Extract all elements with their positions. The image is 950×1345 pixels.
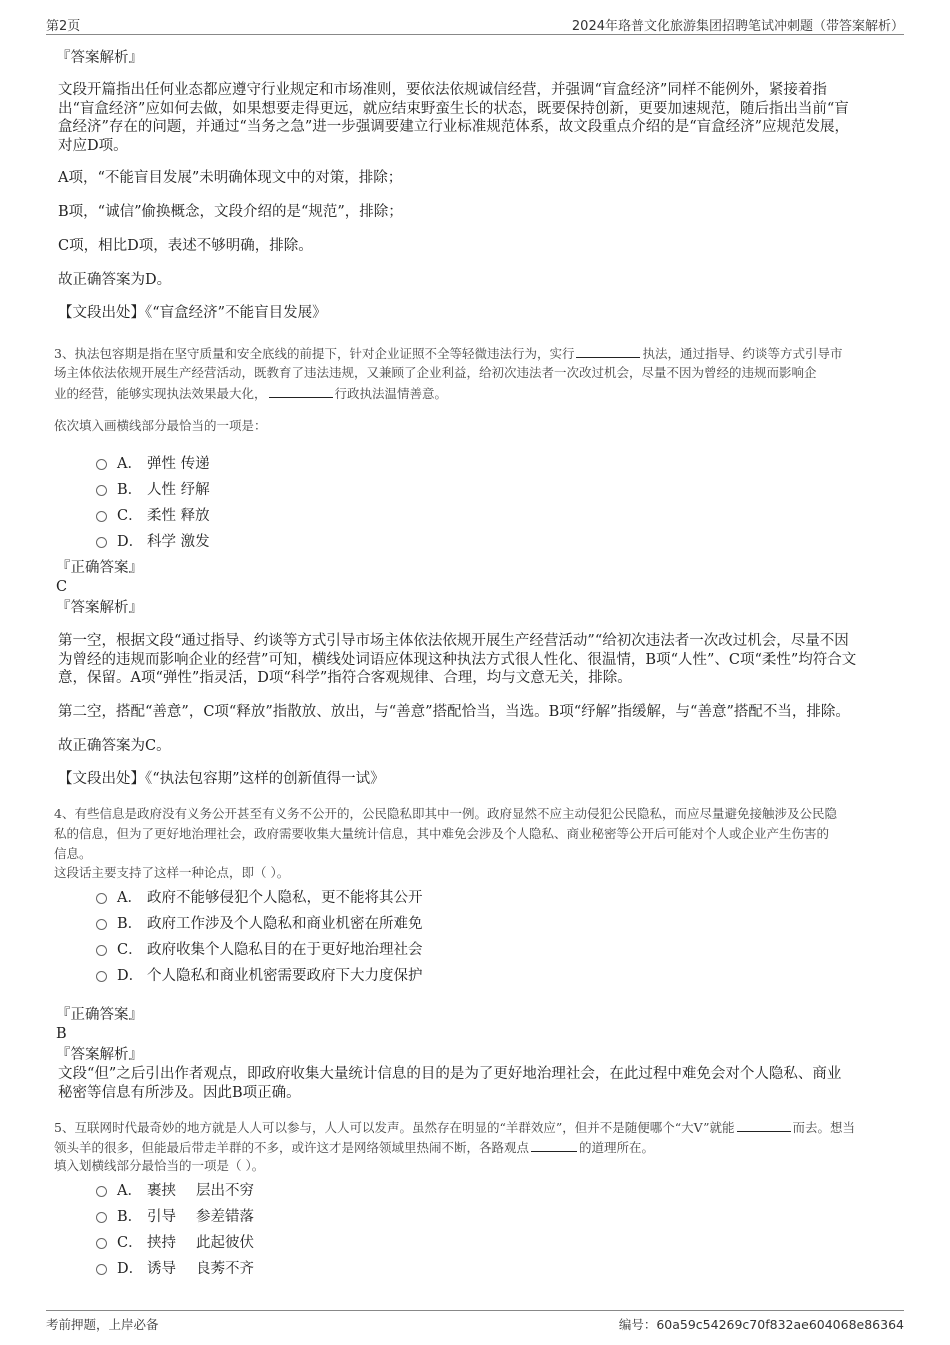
q5-stem-text: 5、互联网时代最奇妙的地方就是人人可以参与，人人可以发声。虽然存在明显的“羊群效应”，但并不是随便哪个“大V”就能 — [54, 1120, 735, 1135]
option-text: 个人隐私和商业机密需要政府下大力度保护 — [147, 967, 423, 984]
q4-stem-line-1: 4、有些信息是政府没有义务公开甚至有义务不公开的，公民隐私即其中一例。政府显然不应主动侵犯公民隐私，而应尽量避免接触涉及公民隐 — [54, 806, 837, 821]
q2-conclusion: 故正确答案为D。 — [58, 272, 172, 288]
q3-prompt: 依次填入画横线部分最恰当的一项是： — [54, 418, 267, 433]
option-text: 此起彼伏 — [196, 1234, 254, 1251]
option-text: 裹挟 — [147, 1182, 176, 1199]
page-header — [46, 12, 904, 35]
radio-icon[interactable] — [96, 971, 107, 982]
radio-icon[interactable] — [96, 511, 107, 522]
q5-stem-line-1 — [54, 1117, 899, 1137]
option-text: 良莠不齐 — [196, 1260, 254, 1277]
option-letter: A． — [117, 455, 142, 472]
option-text: 柔性 释放 — [147, 507, 210, 524]
q4-option-b[interactable] — [96, 911, 423, 933]
radio-icon[interactable] — [96, 1238, 107, 1249]
radio-icon[interactable] — [96, 919, 107, 930]
q3-analysis-line-4: 第二空，搭配“善意”，C项“释放”指散放、放出，与“善意”搭配恰当，当选。B项“纾解”指缓解，与“善意”搭配不当，排除。 — [58, 704, 850, 720]
option-text: 人性 纾解 — [147, 481, 210, 498]
q3-option-c[interactable] — [96, 503, 210, 525]
page-number: 第2页 — [46, 19, 81, 34]
q5-prompt: 填入划横线部分最恰当的一项是（ ）。 — [54, 1158, 265, 1173]
q4-option-a[interactable] — [96, 885, 423, 907]
option-text: 政府工作涉及个人隐私和商业机密在所难免 — [147, 915, 423, 932]
q3-stem-text: 业的经营，能够实现执法效果最大化， — [54, 386, 267, 401]
q3-stem-line-3 — [54, 383, 899, 403]
q5-option-b[interactable] — [96, 1204, 254, 1226]
q3-stem-text: 行政执法温情善意。 — [334, 386, 448, 401]
option-letter: D． — [117, 967, 144, 984]
option-letter: C． — [117, 507, 143, 524]
q5-option-c[interactable] — [96, 1230, 254, 1252]
q4-prompt: 这段话主要支持了这样一种论点，即（ ）。 — [54, 865, 290, 880]
radio-icon[interactable] — [96, 1264, 107, 1275]
q4-stem-line-2: 私的信息，但为了更好地治理社会，政府需要收集大量统计信息，其中难免会涉及个人隐私、商业秘密等公开后可能对个人或企业产生伤害的 — [54, 826, 830, 841]
option-text: 弹性 传递 — [147, 455, 210, 472]
q2-analysis-option-a: A项，“不能盲目发展”未明确体现文中的对策，排除； — [58, 170, 403, 186]
option-letter: C． — [117, 941, 143, 958]
option-letter: B． — [117, 481, 143, 498]
q3-answer: C — [56, 579, 68, 595]
q4-analysis-label: 『答案解析』 — [56, 1047, 143, 1063]
q5-stem-line-2 — [54, 1137, 899, 1157]
q2-analysis-option-b: B项，“诚信”偷换概念，文段介绍的是“规范”，排除； — [58, 204, 403, 220]
radio-icon[interactable] — [96, 945, 107, 956]
q2-analysis-line-1: 文段开篇指出任何业态都应遵守行业规定和市场准则，要依法依规诚信经营，并强调“盲盒经济”同样不能例外，紧接着指 — [58, 82, 827, 98]
option-text: 政府收集个人隐私目的在于更好地治理社会 — [147, 941, 423, 958]
q2-source: 【文段出处】《“盲盒经济”不能盲目发展》 — [58, 305, 327, 321]
page-footer — [46, 1310, 904, 1333]
q3-stem-line-2: 场主体依法依规开展生产经营活动，既教育了违法违规，又兼顾了企业利益，给初次违法者一次改过机会，尽量不因为曾经的违规而影响企 — [54, 365, 817, 380]
q3-stem-text: 3、执法包容期是指在坚守质量和安全底线的前提下，针对企业证照不全等轻微违法行为，实行 — [54, 346, 575, 361]
q3-analysis-line-1: 第一空，根据文段“通过指导、约谈等方式引导市场主体依法依规开展生产经营活动”“给初次违法者一次改过机会，尽量不因 — [58, 633, 849, 649]
option-letter: D． — [117, 533, 144, 550]
radio-icon[interactable] — [96, 893, 107, 904]
q5-option-a[interactable] — [96, 1178, 254, 1200]
answer-blank — [576, 343, 640, 358]
radio-icon[interactable] — [96, 1212, 107, 1223]
option-text: 参差错落 — [196, 1208, 254, 1225]
q5-stem-text: 而去。想当 — [792, 1120, 856, 1135]
q2-analysis-line-2: 出“盲盒经济”应如何去做，如果想要走得更远，就应结束野蛮生长的状态，既要保持创新，更要加速规范，随后指出当前“盲 — [58, 101, 849, 117]
q4-answer-label: 『正确答案』 — [56, 1007, 143, 1023]
q5-option-d[interactable] — [96, 1256, 254, 1278]
option-text: 引导 — [147, 1208, 176, 1225]
q3-analysis-label: 『答案解析』 — [56, 600, 143, 616]
option-letter: A． — [117, 889, 142, 906]
q4-option-c[interactable] — [96, 937, 423, 959]
q4-answer: B — [56, 1026, 67, 1042]
q3-option-a[interactable] — [96, 451, 210, 473]
option-text: 科学 激发 — [147, 533, 210, 550]
q4-analysis-line-1: 文段“但”之后引出作者观点，即政府收集大量统计信息的目的是为了更好地治理社会，在此过程中难免会对个人隐私、商业 — [58, 1066, 842, 1082]
q2-analysis-option-c: C项，相比D项，表述不够明确，排除。 — [58, 238, 313, 254]
radio-icon[interactable] — [96, 537, 107, 548]
option-text: 层出不穷 — [196, 1182, 254, 1199]
answer-blank — [269, 383, 333, 398]
footer-slogan: 考前押题，上岸必备 — [46, 1317, 159, 1332]
q4-stem-line-3: 信息。 — [54, 846, 92, 861]
q3-option-d[interactable] — [96, 529, 210, 551]
q3-stem-line-1 — [54, 343, 899, 363]
document-id: 编号：60a59c54269c70f832ae604068e86364 — [618, 1317, 904, 1332]
radio-icon[interactable] — [96, 1186, 107, 1197]
q3-conclusion: 故正确答案为C。 — [58, 738, 171, 754]
q5-stem-text: 的道理所在。 — [579, 1140, 655, 1155]
option-text: 政府不能够侵犯个人隐私，更不能将其公开 — [147, 889, 423, 906]
option-letter: B． — [117, 915, 143, 932]
radio-icon[interactable] — [96, 459, 107, 470]
q3-analysis-line-3: 意，保留。A项“弹性”指灵活，D项“科学”指符合客观规律、合理，均与文意无关，排除。 — [58, 670, 632, 686]
q3-source: 【文段出处】《“执法包容期”这样的创新值得一试》 — [58, 771, 385, 787]
option-text: 挟持 — [147, 1234, 176, 1251]
q5-stem-text: 领头羊的很多，但能最后带走羊群的不多，或许这才是网络领域里热闹不断，各路观点 — [54, 1140, 530, 1155]
q3-stem-text: 执法，通过指导、约谈等方式引导市 — [642, 346, 843, 361]
q2-analysis-line-4: 对应D项。 — [58, 138, 128, 154]
option-text: 诱导 — [147, 1260, 176, 1277]
document-title: 2024年珞普文化旅游集团招聘笔试冲刺题（带答案解析） — [571, 19, 904, 34]
option-letter: A． — [117, 1182, 142, 1199]
q3-analysis-line-2: 为曾经的违规而影响企业的经营”可知，横线处词语应体现这种执法方式很人性化、很温情，B项“人性”、C项“柔性”均符合文 — [58, 652, 857, 668]
q2-analysis-label: 『答案解析』 — [56, 50, 143, 66]
q3-answer-label: 『正确答案』 — [56, 560, 143, 576]
q2-analysis-line-3: 盒经济”存在的问题，并通过“当务之急”进一步强调要建立行业标准规范体系，故文段重点介绍的是“盲盒经济”应规范发展， — [58, 119, 850, 135]
q4-option-d[interactable] — [96, 963, 423, 985]
radio-icon[interactable] — [96, 485, 107, 496]
answer-blank — [531, 1137, 577, 1152]
option-letter: B． — [117, 1208, 143, 1225]
q4-analysis-line-2: 秘密等信息有所涉及。因此B项正确。 — [58, 1085, 301, 1101]
option-letter: D． — [117, 1260, 144, 1277]
q3-option-b[interactable] — [96, 477, 210, 499]
option-letter: C． — [117, 1234, 143, 1251]
answer-blank — [737, 1117, 791, 1132]
